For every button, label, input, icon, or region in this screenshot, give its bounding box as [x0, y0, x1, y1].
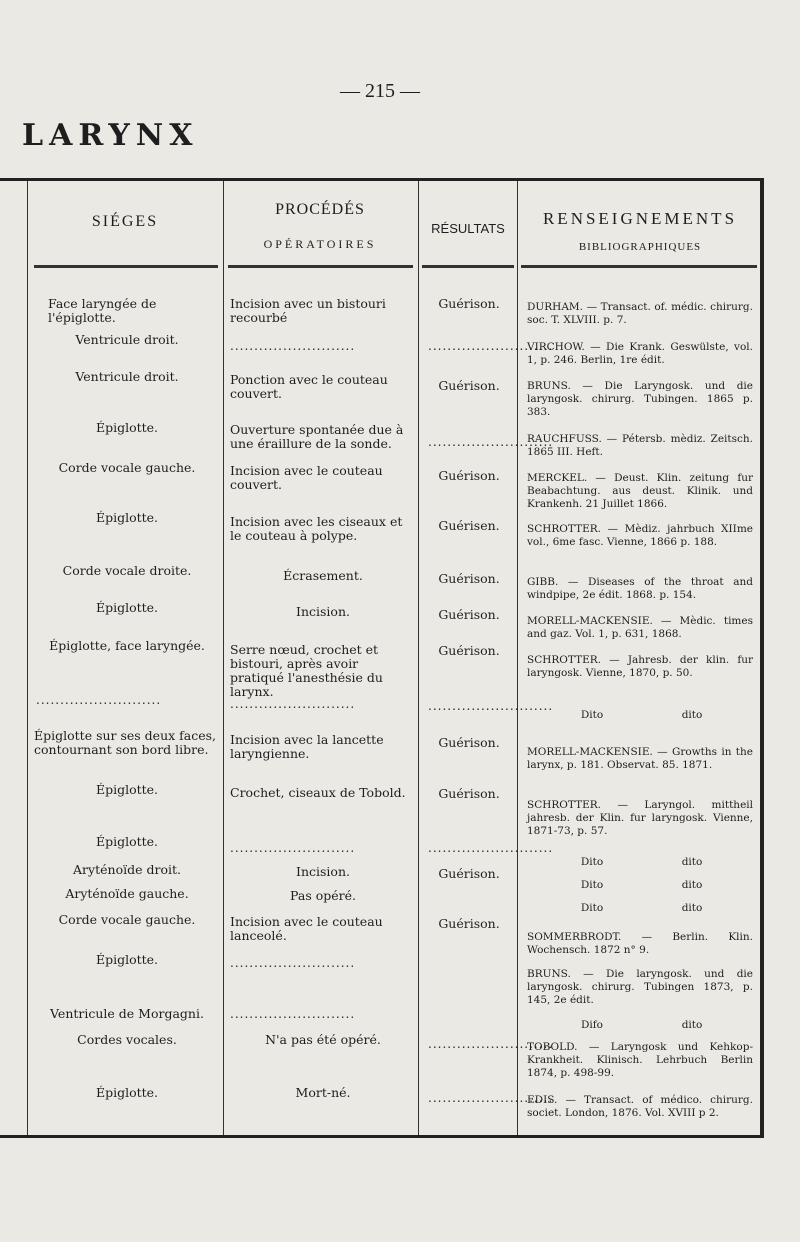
dotted-leader: .......................... [230, 697, 356, 711]
reference-cell: SCHROTTER. — Laryngol. mittheil jahresb. der Klin. fur laryngosk. Vienne, 1871-73, p. 57. [527, 799, 753, 837]
reference-dito: dito [681, 856, 703, 868]
header-renseignements: RENSEIGNEMENTS [542, 209, 738, 228]
reference-dito: dito [681, 709, 703, 721]
siege-cell: Épiglotte. [95, 952, 159, 967]
header-procedes: PROCÉDÉS [275, 201, 365, 218]
siege-cell: Aryténoïde gauche. [65, 886, 189, 901]
siege-cell: Épiglotte. [95, 834, 159, 849]
header-rule [228, 265, 413, 268]
section-title: LARYNX [22, 118, 199, 153]
reference-cell: MORELL-MACKENSIE. — Mèdic. times and gaz. Vol. 1, p. 631, 1868. [527, 615, 753, 640]
siege-cell: Épiglotte, face laryngée. [49, 638, 205, 653]
resultat-cell: Guérisen. [438, 518, 500, 533]
resultat-cell: Guérison. [438, 571, 500, 586]
reference-cell: DURHAM. — Transact. of. médic. chirurg. soc. T. XLVIII. p. 7. [527, 301, 753, 326]
page-number: — 215 — [340, 80, 420, 102]
column-divider [27, 181, 28, 1135]
siege-cell: Épiglotte. [95, 510, 159, 525]
reference-dito: Dito [580, 879, 604, 891]
siege-cell: Ventricule droit. [75, 369, 179, 384]
column-divider [517, 181, 518, 1135]
procede-cell: Mort-né. [295, 1085, 351, 1100]
resultat-cell: Guérison. [438, 296, 500, 311]
dotted-leader: .......................... [428, 841, 554, 855]
procede-cell: N'a pas été opéré. [265, 1032, 381, 1047]
column-divider [223, 181, 224, 1135]
siege-cell: Corde vocale gauche. [58, 912, 196, 927]
header-sieges: SIÉGES [91, 213, 159, 230]
siege-cell: Corde vocale gauche. [58, 460, 196, 475]
header-operatoires: OPÉRATOIRES [263, 237, 377, 251]
header-bibliographiques: BIBLIOGRAPHIQUES [578, 241, 702, 253]
procede-cell: Pas opéré. [290, 888, 356, 903]
siege-cell: Ventricule de Morgagni. [50, 1006, 204, 1021]
procede-cell: Incision avec les ciseaux et le couteau à polype. [230, 514, 403, 543]
resultat-cell: Guérison. [438, 735, 500, 750]
procede-cell: Incision. [296, 604, 350, 619]
column-divider [418, 181, 419, 1135]
procede-cell: Écrasement. [283, 568, 363, 583]
reference-dito: Dito [580, 856, 604, 868]
procede-cell: Incision. [296, 864, 350, 879]
procede-cell: Incision avec la lancette laryngienne. [230, 732, 384, 761]
operations-table [0, 178, 764, 1138]
resultat-cell: Guérison. [438, 916, 500, 931]
resultat-cell: Guérison. [438, 607, 500, 622]
reference-cell: BRUNS. — Die laryngosk. und die laryngosk. chirurg. Tubingen 1873, p. 145, 2e édit. [527, 968, 753, 1006]
dotted-leader: .......................... [230, 841, 356, 855]
dotted-leader: .......................... [230, 339, 356, 353]
reference-cell: BRUNS. — Die Laryngosk. und die laryngosk. chirurg. Tubingen. 1865 p. 383. [527, 380, 753, 418]
procede-cell: Incision avec le couteau lanceolé. [230, 914, 383, 943]
procede-cell: Ponction avec le couteau couvert. [230, 372, 388, 401]
header-rule [34, 265, 218, 268]
reference-dito: Dito [580, 902, 604, 914]
siege-cell: Épiglotte. [95, 1085, 159, 1100]
procede-cell: Serre nœud, crochet et bistouri, après avoir pratiqué l'anesthésie du larynx. [230, 642, 383, 699]
reference-dito: dito [681, 1019, 703, 1031]
reference-cell: TOBOLD. — Laryngosk und Kehkop-Krankheit. Klinisch. Lehrbuch Berlin 1874, p. 498-99. [527, 1041, 753, 1079]
resultat-cell: Guérison. [438, 468, 500, 483]
header-rule [422, 265, 514, 268]
siege-cell: Épiglotte sur ses deux faces, contournant son bord libre. [34, 728, 217, 757]
siege-cell: Épiglotte. [95, 600, 159, 615]
resultat-cell: Guérison. [438, 786, 500, 801]
reference-dito: Dito [580, 709, 604, 721]
dotted-leader: .......................... [428, 1037, 554, 1051]
dotted-leader: .......................... [428, 435, 554, 449]
dotted-leader: .......................... [230, 956, 356, 970]
reference-cell: SCHROTTER. — Jahresb. der klin. fur laryngosk. Vienne, 1870, p. 50. [527, 654, 753, 679]
dotted-leader: .......................... [230, 1007, 356, 1021]
procede-cell: Incision avec le couteau couvert. [230, 463, 383, 492]
siege-cell: Face laryngée de l'épiglotte. [48, 296, 157, 325]
dotted-leader: .......................... [428, 1091, 554, 1105]
dotted-leader: .......................... [428, 699, 554, 713]
reference-cell: EDIS. — Transact. of médico. chirurg. societ. London, 1876. Vol. XVIII p 2. [527, 1094, 753, 1119]
siege-cell: Corde vocale droite. [62, 563, 192, 578]
dotted-leader: .......................... [428, 339, 554, 353]
reference-cell: RAUCHFUSS. — Pétersb. mèdiz. Zeitsch. 1865 III. Heft. [527, 433, 753, 458]
siege-cell: Ventricule droit. [75, 332, 179, 347]
procede-cell: Crochet, ciseaux de Tobold. [230, 785, 406, 800]
siege-cell: Aryténoïde droit. [73, 862, 181, 877]
procede-cell: Incision avec un bistouri recourbé [230, 296, 386, 325]
reference-cell: MERCKEL. — Deust. Klin. zeitung fur Beabachtung. aus deust. Klinik. und Krankenh. 21 Juillet 1866. [527, 472, 753, 510]
resultat-cell: Guérison. [438, 378, 500, 393]
header-resultats: RÉSULTATS [431, 221, 505, 236]
resultat-cell: Guérison. [438, 866, 500, 881]
resultat-cell: Guérison. [438, 643, 500, 658]
reference-cell: VIRCHOW. — Die Krank. Geswülste, vol. 1, p. 246. Berlin, 1re édit. [527, 341, 753, 366]
reference-cell: SCHROTTER. — Mèdiz. jahrbuch XIIme vol., 6me fasc. Vienne, 1866 p. 188. [527, 523, 753, 548]
siege-cell: Épiglotte. [95, 420, 159, 435]
dotted-leader: .......................... [36, 693, 162, 707]
reference-cell: MORELL-MACKENSIE. — Growths in the larynx, p. 181. Observat. 85. 1871. [527, 746, 753, 771]
reference-cell: GIBB. — Diseases of the throat and windpipe, 2e édit. 1868. p. 154. [527, 576, 753, 601]
procede-cell: Ouverture spontanée due à une éraillure de la sonde. [230, 422, 404, 451]
siege-cell: Cordes vocales. [77, 1032, 177, 1047]
reference-dito: dito [681, 879, 703, 891]
reference-dito: Difo [581, 1019, 603, 1031]
reference-cell: SOMMERBRODT. — Berlin. Klin. Wochensch. 1872 n° 9. [527, 931, 753, 956]
header-rule [521, 265, 757, 268]
reference-dito: dito [681, 902, 703, 914]
siege-cell: Épiglotte. [95, 782, 159, 797]
